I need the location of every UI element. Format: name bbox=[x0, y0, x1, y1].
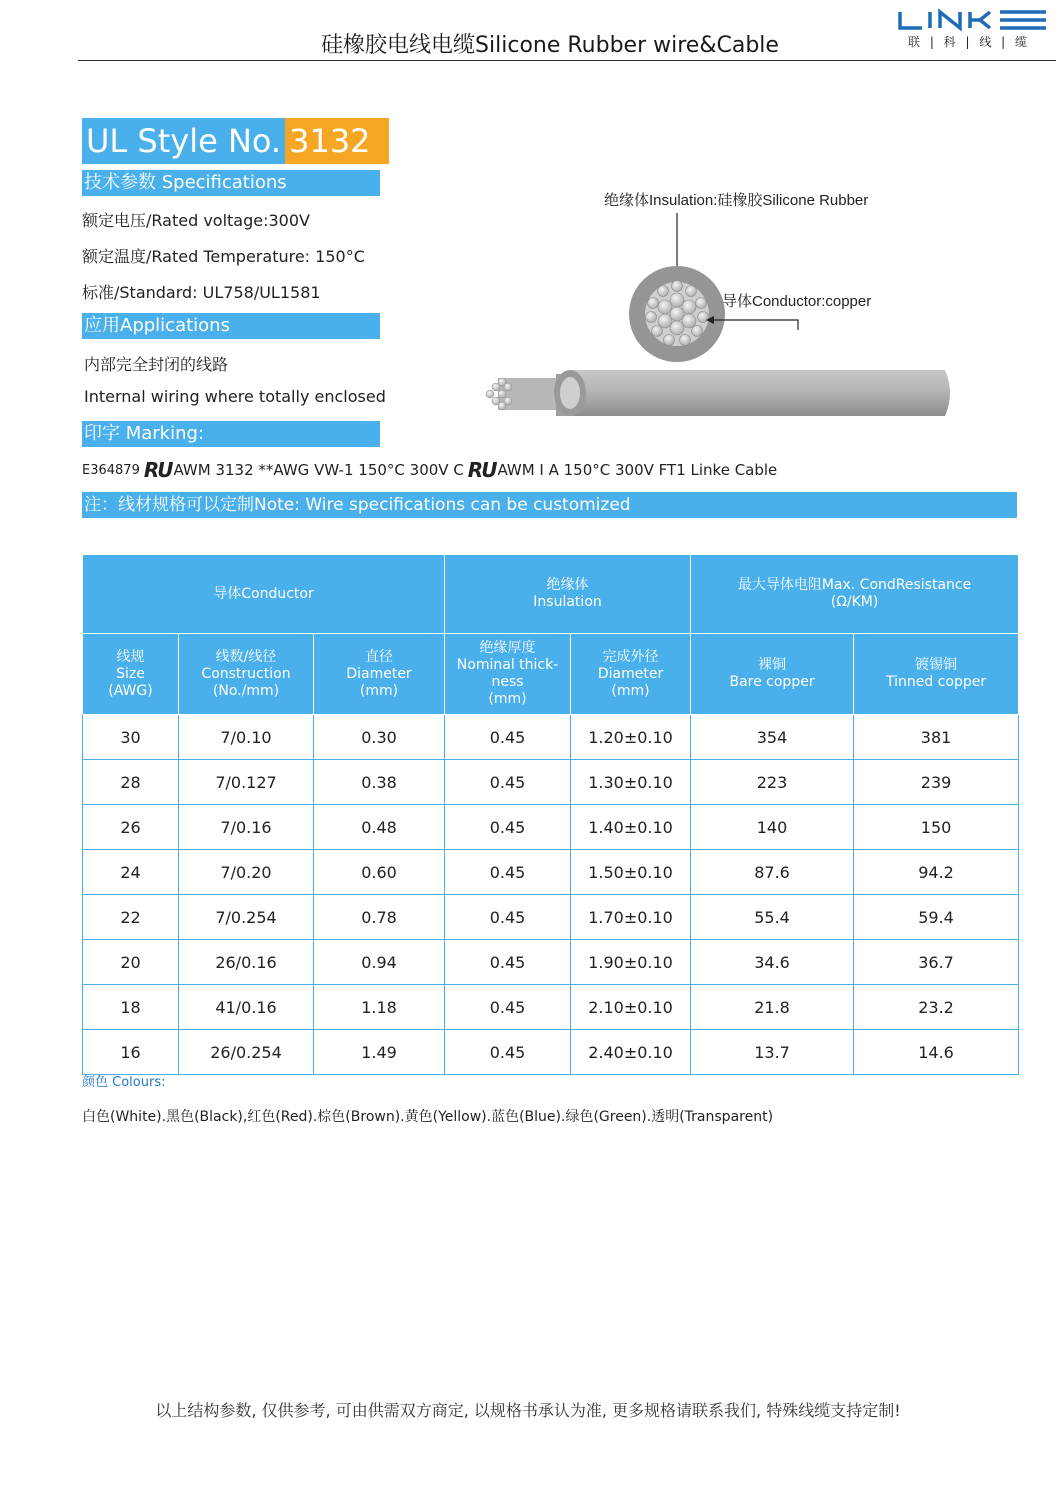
cell-size: 20 bbox=[83, 940, 179, 985]
table-row bbox=[83, 715, 1019, 760]
cell-thickness: 0.45 bbox=[445, 760, 571, 805]
column-header-size bbox=[83, 634, 179, 715]
bare-header-cn: 裸铜 bbox=[758, 657, 787, 673]
insulation-group-header bbox=[445, 555, 691, 634]
cell-bare-resistance: 13.7 bbox=[691, 1030, 854, 1075]
ul-style-label: UL Style No. bbox=[82, 118, 285, 164]
size-header-en: Size bbox=[116, 665, 145, 682]
cell-diameter: 0.78 bbox=[314, 895, 445, 940]
marking-heading: 印字 Marking: bbox=[82, 421, 380, 447]
cell-thickness: 0.45 bbox=[445, 715, 571, 760]
resistance-header-unit: (Ω/KM) bbox=[830, 594, 879, 610]
cell-outer-diameter: 2.40±0.10 bbox=[571, 1030, 691, 1075]
marking-text bbox=[82, 458, 777, 482]
cell-tinned-resistance: 59.4 bbox=[854, 895, 1019, 940]
exposed-conductor bbox=[498, 378, 556, 410]
diameter-header-unit: (mm) bbox=[359, 682, 399, 699]
tinned-header-cn: 镀锡铜 bbox=[915, 657, 958, 673]
cable-jacket bbox=[564, 370, 950, 416]
cell-thickness: 0.45 bbox=[445, 940, 571, 985]
cell-outer-diameter: 1.20±0.10 bbox=[571, 715, 691, 760]
cell-outer-diameter: 1.70±0.10 bbox=[571, 895, 691, 940]
column-header-bare-copper bbox=[691, 634, 854, 715]
cell-size: 16 bbox=[83, 1030, 179, 1075]
cell-tinned-resistance: 150 bbox=[854, 805, 1019, 850]
cell-diameter: 0.94 bbox=[314, 940, 445, 985]
header-divider bbox=[78, 60, 1056, 61]
application-cn: 内部完全封闭的线路 bbox=[84, 355, 229, 374]
cell-bare-resistance: 87.6 bbox=[691, 850, 854, 895]
construction-header-unit: (No./mm) bbox=[212, 682, 280, 699]
insulation-label: 绝缘体Insulation:硅橡胶Silicone Rubber bbox=[604, 192, 869, 209]
cell-tinned-resistance: 381 bbox=[854, 715, 1019, 760]
ul-style-title bbox=[82, 118, 389, 164]
specification-table bbox=[82, 554, 1019, 1075]
cell-tinned-resistance: 239 bbox=[854, 760, 1019, 805]
cell-bare-resistance: 21.8 bbox=[691, 985, 854, 1030]
applications-heading: 应用Applications bbox=[82, 313, 380, 339]
footer-disclaimer: 以上结构参数, 仅供参考, 可由供需双方商定, 以规格书承认为准, 更多规格请联系我们, 特殊线缆支持定制! bbox=[155, 1401, 901, 1420]
table-row bbox=[83, 850, 1019, 895]
column-header-tinned-copper bbox=[854, 634, 1019, 715]
construction-header-en: Construction bbox=[201, 665, 291, 682]
size-header-cn: 线规 bbox=[116, 648, 145, 665]
tinned-header-en: Tinned copper bbox=[885, 674, 987, 690]
ul-recognized-mark-icon: RU bbox=[467, 458, 496, 482]
cell-construction: 7/0.10 bbox=[179, 715, 314, 760]
diameter-header-cn: 直径 bbox=[365, 648, 394, 665]
cell-bare-resistance: 354 bbox=[691, 715, 854, 760]
cell-size: 28 bbox=[83, 760, 179, 805]
cell-bare-resistance: 140 bbox=[691, 805, 854, 850]
spec-standard: 标准/Standard: UL758/UL1581 bbox=[82, 283, 321, 302]
cell-diameter: 0.30 bbox=[314, 715, 445, 760]
marking-awm: AWM 3132 **AWG VW-1 150°C 300V C bbox=[173, 461, 464, 479]
customization-note: 注：线材规格可以定制Note: Wire specifications can be customized bbox=[82, 492, 1017, 518]
marking-awm-ft1: AWM I A 150°C 300V FT1 Linke Cable bbox=[497, 461, 778, 479]
conductor-label: 导体Conductor:copper bbox=[722, 293, 872, 310]
colours-heading: 颜色 Colours: bbox=[82, 1075, 166, 1090]
logo-subtitle: 联 | 科 | 线 | 缆 bbox=[908, 35, 1031, 49]
cable-diagram bbox=[470, 180, 970, 440]
cell-bare-resistance: 223 bbox=[691, 760, 854, 805]
cell-size: 30 bbox=[83, 715, 179, 760]
outer-header-en: Diameter bbox=[597, 665, 664, 682]
spec-rated-voltage: 额定电压/Rated voltage:300V bbox=[82, 211, 310, 230]
cell-diameter: 0.60 bbox=[314, 850, 445, 895]
cell-construction: 26/0.254 bbox=[179, 1030, 314, 1075]
jacket-end-core bbox=[560, 377, 580, 409]
table-row bbox=[83, 940, 1019, 985]
thickness-header-en-2: ness bbox=[491, 674, 524, 690]
table-row bbox=[83, 985, 1019, 1030]
ul-style-number: 3132 bbox=[285, 118, 388, 164]
marking-file-number: E364879 bbox=[82, 462, 140, 478]
outer-header-unit: (mm) bbox=[611, 682, 650, 699]
bare-header-en: Bare copper bbox=[729, 674, 815, 690]
cell-construction: 7/0.16 bbox=[179, 805, 314, 850]
cell-outer-diameter: 2.10±0.10 bbox=[571, 985, 691, 1030]
cell-bare-resistance: 55.4 bbox=[691, 895, 854, 940]
table-row bbox=[83, 1030, 1019, 1075]
cell-thickness: 0.45 bbox=[445, 805, 571, 850]
cell-size: 18 bbox=[83, 985, 179, 1030]
colours-list: 白色(White).黑色(Black),红色(Red).棕色(Brown).黄色(Yellow).蓝色(Blue).绿色(Green).透明(Transparent) bbox=[82, 1109, 774, 1125]
cell-outer-diameter: 1.90±0.10 bbox=[571, 940, 691, 985]
cell-tinned-resistance: 14.6 bbox=[854, 1030, 1019, 1075]
cell-construction: 26/0.16 bbox=[179, 940, 314, 985]
resistance-group-header bbox=[691, 555, 1019, 634]
thickness-header-cn: 绝缘厚度 bbox=[479, 640, 536, 656]
column-header-thickness bbox=[445, 634, 571, 715]
cell-construction: 7/0.20 bbox=[179, 850, 314, 895]
ul-recognized-mark-icon: RU bbox=[143, 458, 172, 482]
table-row bbox=[83, 760, 1019, 805]
specifications-heading: 技术参数 Specifications bbox=[82, 170, 380, 196]
cell-size: 22 bbox=[83, 895, 179, 940]
cell-outer-diameter: 1.50±0.10 bbox=[571, 850, 691, 895]
cell-bare-resistance: 34.6 bbox=[691, 940, 854, 985]
resistance-header-label: 最大导体电阻Max. CondResistance bbox=[737, 577, 972, 593]
cell-thickness: 0.45 bbox=[445, 985, 571, 1030]
cell-diameter: 1.49 bbox=[314, 1030, 445, 1075]
table-row bbox=[83, 895, 1019, 940]
size-header-unit: (AWG) bbox=[108, 682, 153, 699]
construction-header-cn: 线数/线径 bbox=[215, 648, 277, 665]
cell-outer-diameter: 1.30±0.10 bbox=[571, 760, 691, 805]
cell-thickness: 0.45 bbox=[445, 1030, 571, 1075]
thickness-header-en-1: Nominal thick- bbox=[456, 657, 559, 673]
column-header-diameter bbox=[314, 634, 445, 715]
conductor-group-header: 导体Conductor bbox=[83, 555, 445, 634]
cell-outer-diameter: 1.40±0.10 bbox=[571, 805, 691, 850]
cell-tinned-resistance: 94.2 bbox=[854, 850, 1019, 895]
outer-header-cn: 完成外径 bbox=[602, 648, 659, 665]
page-title: 硅橡胶电线电缆Silicone Rubber wire&Cable bbox=[321, 33, 779, 58]
cell-thickness: 0.45 bbox=[445, 895, 571, 940]
column-header-outer-diameter bbox=[571, 634, 691, 715]
cell-size: 24 bbox=[83, 850, 179, 895]
table-row bbox=[83, 805, 1019, 850]
cell-tinned-resistance: 36.7 bbox=[854, 940, 1019, 985]
application-en: Internal wiring where totally enclosed bbox=[84, 387, 386, 406]
diameter-header-en: Diameter bbox=[346, 665, 412, 682]
cell-tinned-resistance: 23.2 bbox=[854, 985, 1019, 1030]
cell-diameter: 1.18 bbox=[314, 985, 445, 1030]
cell-size: 26 bbox=[83, 805, 179, 850]
column-header-construction bbox=[179, 634, 314, 715]
insulation-header-cn: 绝缘体 bbox=[546, 577, 589, 593]
thickness-header-unit: (mm) bbox=[488, 691, 527, 707]
cell-diameter: 0.38 bbox=[314, 760, 445, 805]
insulation-header-en: Insulation bbox=[533, 594, 602, 610]
spec-rated-temperature: 额定温度/Rated Temperature: 150°C bbox=[82, 247, 365, 266]
cell-thickness: 0.45 bbox=[445, 850, 571, 895]
cell-diameter: 0.48 bbox=[314, 805, 445, 850]
cell-construction: 7/0.127 bbox=[179, 760, 314, 805]
cell-construction: 41/0.16 bbox=[179, 985, 314, 1030]
cell-construction: 7/0.254 bbox=[179, 895, 314, 940]
